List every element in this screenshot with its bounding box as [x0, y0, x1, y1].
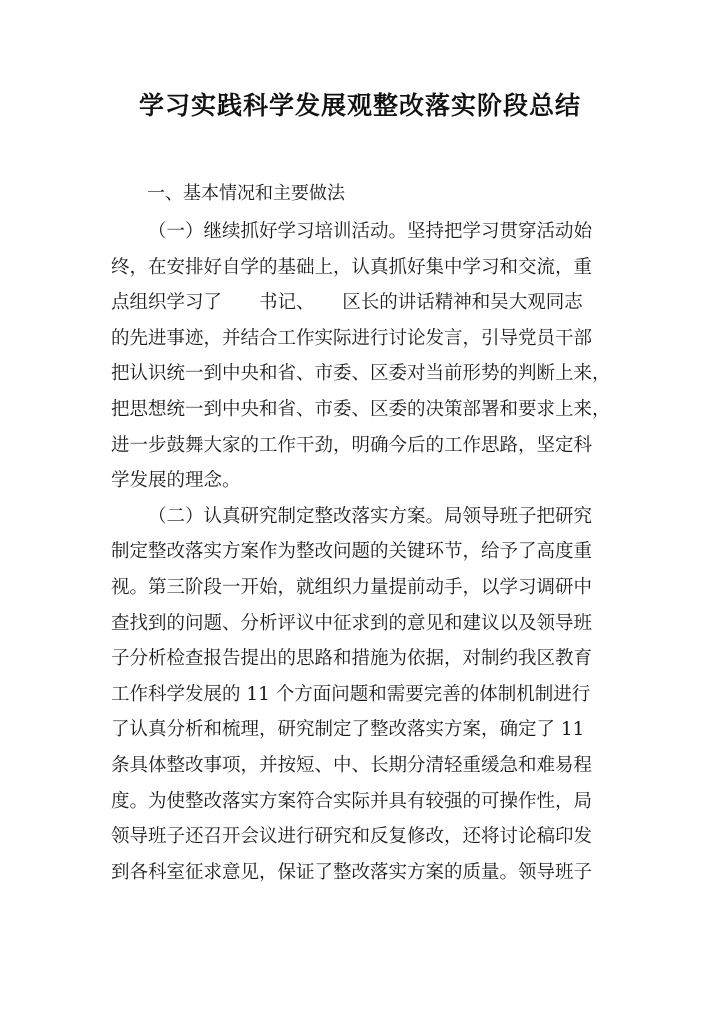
paragraph-line: 点组织学习了 书记、 区长的讲话精神和吴大观同志	[111, 292, 583, 314]
paragraph-line: 领导班子还召开会议进行研究和反复修改，还将讨论稿印发	[111, 826, 593, 848]
paragraph-line: （二）认真研究制定整改落实方案。局领导班子把研究	[148, 505, 593, 527]
paragraph-line: 把认识统一到中央和省、市委、区委对当前形势的判断上来，	[111, 363, 611, 385]
paragraph-line: 到各科室征求意见，保证了整改落实方案的质量。领导班子	[111, 861, 593, 883]
paragraph-line: 进一步鼓舞大家的工作干劲，明确今后的工作思路，坚定科	[111, 434, 593, 456]
paragraph-line: 学发展的理念。	[111, 470, 241, 492]
paragraph-line: 查找到的问题、分析评议中征求到的意见和建议以及领导班	[111, 612, 593, 634]
paragraph-line: 视。第三阶段一开始，就组织力量提前动手，以学习调研中	[111, 576, 593, 598]
section-heading: 一、基本情况和主要做法	[147, 183, 345, 204]
paragraph-line: 制定整改落实方案作为整改问题的关键环节，给予了高度重	[111, 541, 593, 563]
paragraph-line: （一）继续抓好学习培训活动。坚持把学习贯穿活动始	[148, 221, 593, 242]
paragraph-line: 的先进事迹，并结合工作实际进行讨论发言，引导党员干部	[111, 327, 593, 349]
paragraph-line: 子分析检查报告提出的思路和措施为依据，对制约我区教育	[111, 648, 593, 670]
document-body	[111, 214, 616, 890]
paragraph-line: 把思想统一到中央和省、市委、区委的决策部署和要求上来，	[111, 398, 611, 420]
paragraph-line: 工作科学发展的 11 个方面问题和需要完善的体制机制进行	[111, 683, 591, 705]
paragraph-line: 度。为使整改落实方案符合实际并具有较强的可操作性，局	[111, 790, 593, 812]
paragraph-line: 终，在安排好自学的基础上，认真抓好集中学习和交流，重	[111, 256, 593, 278]
paragraph-line: 条具体整改事项，并按短、中、长期分清轻重缓急和难易程	[111, 754, 593, 776]
paragraph-line: 了认真分析和梳理，研究制定了整改落实方案，确定了 11	[111, 719, 585, 741]
document-title: 学习实践科学发展观整改落实阶段总结	[138, 91, 581, 120]
